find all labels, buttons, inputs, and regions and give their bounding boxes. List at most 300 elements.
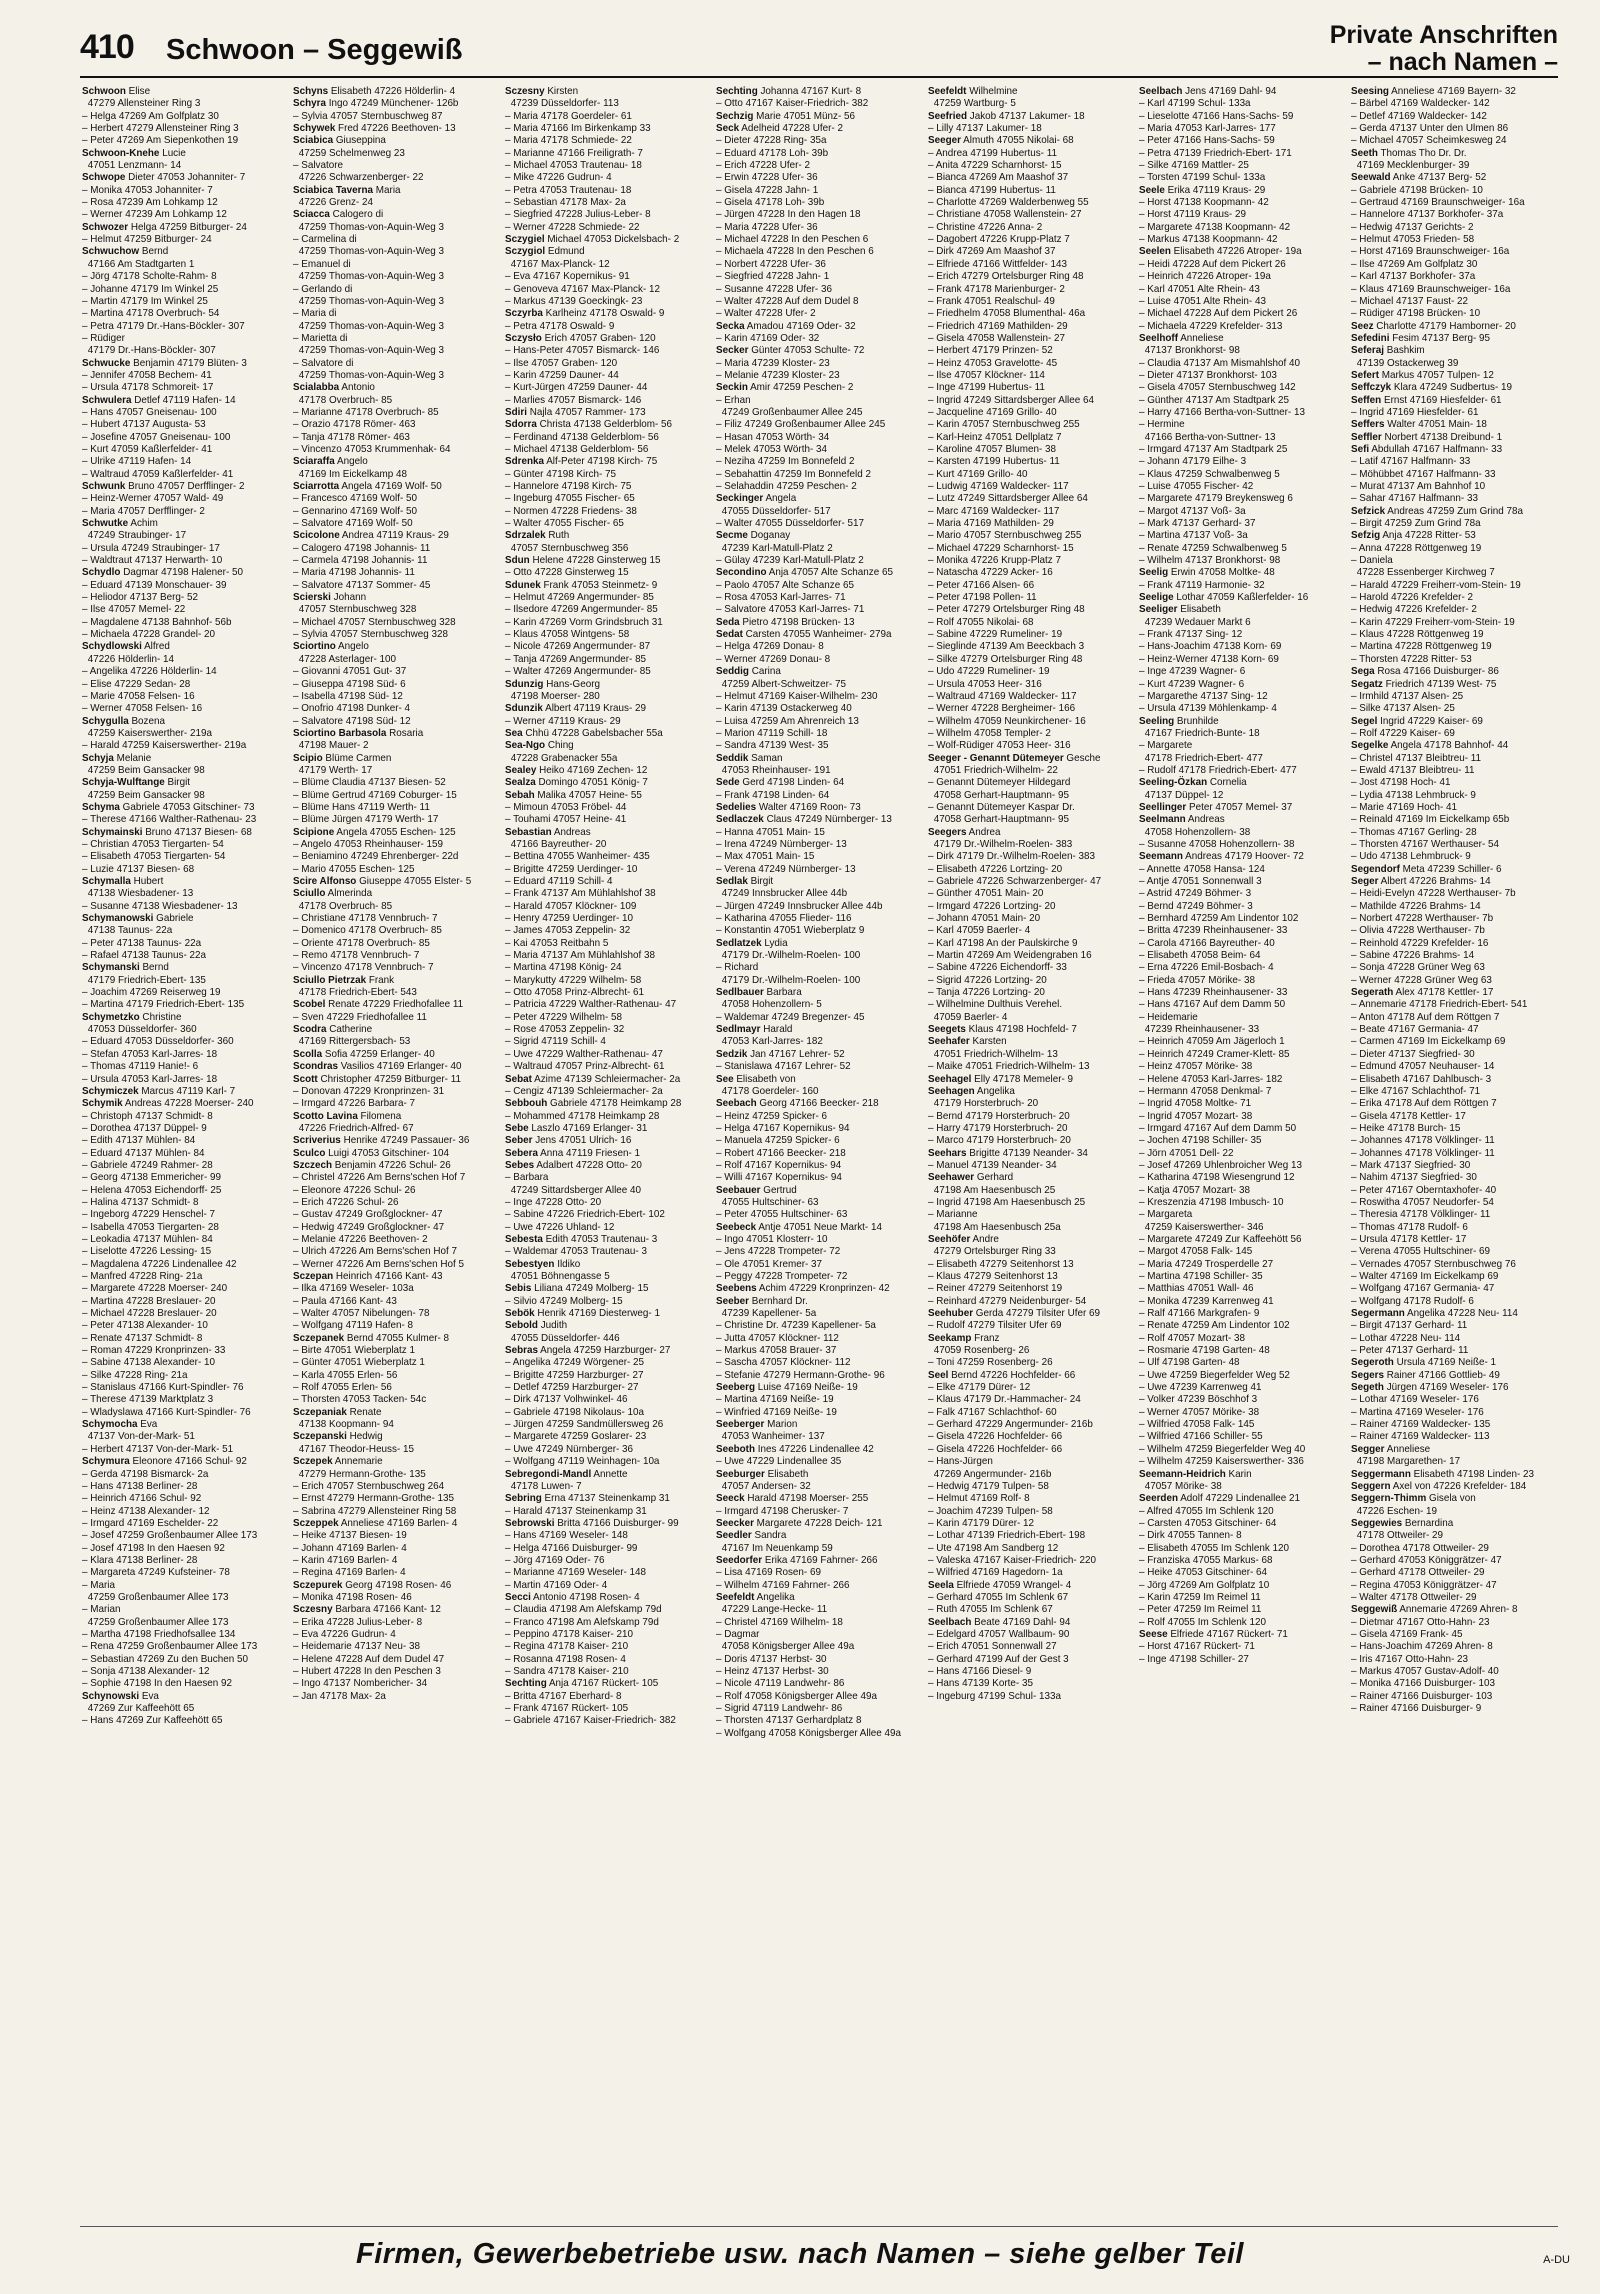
entry-text: – Eleonore 47226 Schul- 26 xyxy=(293,1184,416,1196)
listing-entry xyxy=(505,716,704,728)
entry-text: 47198 Am Haesenbusch 25a xyxy=(933,1221,1061,1233)
surname: Sebastian xyxy=(504,826,552,838)
listing-entry xyxy=(928,506,1127,518)
entry-text: 47259 Thomas-von-Aquin-Weg 3 xyxy=(299,271,445,283)
entry-text: – Ruth 47055 Im Schlenk 67 xyxy=(927,1604,1053,1616)
listing-entry xyxy=(928,1530,1127,1542)
entry-text: 47137 Bronkhorst- 98 xyxy=(1144,345,1240,357)
entry-text: – Helmut 47259 Bitburger- 24 xyxy=(82,234,212,246)
listing-entry xyxy=(928,1271,1127,1283)
entry-text: 47239 Kapellener- 5a xyxy=(722,1308,817,1320)
listing-entry xyxy=(1139,679,1338,691)
entry-text: – Gustav 47249 Großglockner- 47 xyxy=(293,1209,443,1221)
entry-text: Carina xyxy=(749,666,782,678)
listing-entry xyxy=(716,1728,915,1740)
listing-entry xyxy=(82,1357,281,1369)
listing-entry xyxy=(1351,802,1550,814)
entry-text: – Karoline 47057 Blumen- 38 xyxy=(927,443,1056,455)
listing-entry-head xyxy=(716,1283,915,1295)
listing-entry xyxy=(1139,703,1338,715)
entry-text: Alex 47178 Kettler- 17 xyxy=(1392,987,1493,999)
entry-text: – Siegfried 47228 Julius-Leber- 8 xyxy=(504,209,651,221)
entry-text: Dagmar 47198 Halener- 50 xyxy=(120,567,243,579)
listing-entry xyxy=(293,938,492,950)
entry-text: – Ursula 47178 Kettler- 17 xyxy=(1350,1233,1466,1245)
entry-text: – Leokadia 47137 Mühlen- 84 xyxy=(82,1233,213,1245)
entry-text: – Paula 47166 Kant- 43 xyxy=(293,1295,398,1307)
entry-text: – Heinz 47259 Spicker- 6 xyxy=(716,1110,828,1122)
entry-text: – Marlies 47057 Bismarck- 146 xyxy=(504,394,642,406)
entry-text: – Salvatore xyxy=(293,160,344,172)
entry-text: Anneliese xyxy=(1384,1443,1430,1455)
entry-text: – Karin 47179 Dürer- 12 xyxy=(927,1517,1034,1529)
listing-entry xyxy=(1139,1518,1338,1530)
listing-entry xyxy=(1139,1382,1338,1394)
listing-entry-head xyxy=(505,740,704,752)
surname: Seggern xyxy=(1350,1480,1391,1492)
entry-text: – James 47053 Zeppelin- 32 xyxy=(504,925,631,937)
listing-entry xyxy=(293,950,492,962)
listing-entry xyxy=(1139,839,1338,851)
entry-text: – Jutta 47057 Klöckner- 112 xyxy=(716,1332,840,1344)
entry-text: – Donovan 47229 Kronprinzen- 31 xyxy=(293,1085,445,1097)
surname: Sczesny xyxy=(504,86,545,97)
listing-entry xyxy=(1139,888,1338,900)
listing-entry-head xyxy=(505,728,704,740)
entry-text: – Britta 47239 Rheinhausener- 33 xyxy=(1139,925,1288,937)
listing-entry xyxy=(716,1271,915,1283)
listing-entry xyxy=(928,790,1127,802)
entry-text: Christopher 47259 Bitburger- 11 xyxy=(318,1073,462,1085)
listing-entry xyxy=(1139,135,1338,147)
surname: Seese xyxy=(1139,1628,1168,1640)
entry-text: – Carmelina di xyxy=(293,234,358,246)
listing-entry xyxy=(928,1394,1127,1406)
entry-text: – Paolo 47057 Alte Schanze 65 xyxy=(716,579,855,591)
listing-entry xyxy=(82,1308,281,1320)
listing-entry xyxy=(716,222,915,234)
surname: Seeberger xyxy=(716,1419,765,1431)
listing-entry xyxy=(505,925,704,937)
listing-entry xyxy=(1351,1629,1550,1641)
entry-text: – Touhami 47057 Heine- 41 xyxy=(504,814,627,826)
entry-text: – Heinz 47057 Mörike- 38 xyxy=(1139,1061,1253,1073)
surname: Seffen xyxy=(1350,394,1381,406)
listing-entry xyxy=(928,1111,1127,1123)
entry-text: Anke 47137 Berg- 52 xyxy=(1390,172,1486,184)
entry-text: – Maria xyxy=(82,1579,115,1591)
listing-entry xyxy=(716,1370,915,1382)
surname: Schydlowski xyxy=(82,641,142,653)
entry-text: 47198 Am Haesenbusch 25 xyxy=(933,1184,1055,1196)
entry-text: – Anton 47178 Auf dem Röttgen 7 xyxy=(1350,1011,1499,1023)
listing-entry xyxy=(1351,1678,1550,1690)
entry-text: – Lothar 47169 Weseler- 176 xyxy=(1350,1394,1479,1406)
entry-text: 47167 Friedrich-Bunte- 18 xyxy=(1144,727,1260,739)
listing-entry xyxy=(1351,1333,1550,1345)
listing-entry xyxy=(928,888,1127,900)
entry-text: Calogero di xyxy=(330,209,384,221)
listing-entry xyxy=(716,888,915,900)
entry-text: – Martin 47179 Im Winkel 25 xyxy=(82,295,208,307)
listing-entry-head xyxy=(82,358,281,370)
listing-entry-head xyxy=(505,580,704,592)
entry-text: Jens 47169 Dahl- 94 xyxy=(1182,86,1277,97)
listing-entry-head xyxy=(716,1074,915,1086)
entry-text: Saman xyxy=(748,752,783,764)
entry-text: – Heinrich 47249 Cramer-Klett- 85 xyxy=(1139,1048,1290,1060)
listing-entry xyxy=(82,1160,281,1172)
listing-entry xyxy=(1139,123,1338,135)
entry-text: – Gerhard 47199 Auf der Gest 3 xyxy=(927,1653,1069,1665)
entry-text: Erika 47119 Kraus- 29 xyxy=(1164,184,1266,196)
listing-entry xyxy=(928,1506,1127,1518)
entry-text: – Luise 47055 Fischer- 42 xyxy=(1139,481,1254,492)
listing-entry-head xyxy=(293,1135,492,1147)
surname: Segger xyxy=(1350,1443,1385,1455)
entry-text: – Emanuel di xyxy=(293,258,352,270)
entry-text: – Uwe 47229 Lindenallee 35 xyxy=(716,1456,842,1468)
listing-entry xyxy=(1139,1345,1338,1357)
entry-text: – Sabine 47138 Alexander- 10 xyxy=(82,1357,216,1369)
entry-text: – Francesco 47169 Wolf- 50 xyxy=(293,493,418,505)
listing-entry xyxy=(1139,617,1338,629)
entry-text: – Josef 47269 Uhlenbroicher Weg 13 xyxy=(1139,1159,1303,1171)
entry-text: Andrea 47119 Kraus- 29 xyxy=(340,530,450,542)
entry-text: – Ilka 47169 Weseler- 103a xyxy=(293,1283,415,1295)
entry-text: – Christoph 47137 Schmidt- 8 xyxy=(82,1110,213,1122)
entry-text: – Reinald 47169 Im Eickelkamp 65b xyxy=(1350,814,1509,826)
entry-text: – Margarethe 47137 Sing- 12 xyxy=(1139,690,1268,702)
listing-entry xyxy=(1139,358,1338,370)
listing-entry xyxy=(1351,284,1550,296)
surname: Seggewiß xyxy=(1350,1604,1397,1616)
listing-entry xyxy=(716,407,915,419)
listing-entry xyxy=(82,1222,281,1234)
listing-entry xyxy=(1139,1444,1338,1456)
entry-text: Malika 47057 Heine- 55 xyxy=(534,789,642,801)
entry-text: – Natascha 47229 Acker- 16 xyxy=(927,567,1053,579)
listing-entry xyxy=(82,1271,281,1283)
entry-text: – Gabriele 47249 Rahmer- 28 xyxy=(82,1159,213,1171)
entry-text: – Karin 47259 Im Reimel 11 xyxy=(1139,1591,1261,1603)
listing-entry xyxy=(716,518,915,530)
listing-entry xyxy=(1139,666,1338,678)
surname: Seeth xyxy=(1350,147,1378,159)
listing-entry-head xyxy=(293,1407,492,1419)
listing-entry xyxy=(82,1382,281,1394)
entry-text: – Eduard 47178 Loh- 39b xyxy=(716,147,829,159)
entry-text: – Giovanni 47051 Gut- 37 xyxy=(293,666,407,678)
listing-entry-head xyxy=(716,1493,915,1505)
listing-entry xyxy=(1139,493,1338,505)
surname: Sefzick xyxy=(1350,505,1385,517)
surname: Sczygiol xyxy=(504,246,545,258)
listing-entry-head xyxy=(716,777,915,789)
surname: Seehars xyxy=(927,1147,967,1159)
entry-text: – Patricia 47229 Walther-Rathenau- 47 xyxy=(504,999,676,1011)
listing-entry xyxy=(928,913,1127,925)
listing-entry xyxy=(1139,1271,1338,1283)
entry-text: 47058 Hohenzollern- 38 xyxy=(1144,826,1251,838)
entry-text: Johann xyxy=(331,592,367,604)
surname: Sefedini xyxy=(1350,332,1389,344)
listing-entry xyxy=(928,950,1127,962)
listing-entry xyxy=(1139,790,1338,802)
entry-text: – Erich 47057 Sternbuschweg 264 xyxy=(293,1480,445,1492)
listing-entry xyxy=(716,1506,915,1518)
entry-text: – Wolfgang 47058 Königsberger Allee 49a xyxy=(716,1727,902,1739)
entry-text: – Günther 47137 Am Stadtpark 25 xyxy=(1139,394,1290,406)
surname: Seefried xyxy=(927,110,967,122)
listing-entry-head xyxy=(293,1604,492,1616)
listing-entry-head xyxy=(82,1456,281,1468)
listing-entry xyxy=(505,1382,704,1394)
listing-entry xyxy=(505,1012,704,1024)
entry-text: Cornelia xyxy=(1207,777,1247,789)
entry-text: – Johann 47179 Eilhe- 3 xyxy=(1139,456,1247,468)
listing-entry xyxy=(293,543,492,555)
entry-text: – Stefan 47053 Karl-Jarres- 18 xyxy=(82,1048,218,1060)
entry-text: Angelika 47228 Neu- 114 xyxy=(1404,1308,1518,1320)
listing-entry xyxy=(505,950,704,962)
listing-entry xyxy=(293,1197,492,1209)
entry-text: – Monika 47226 Krupp-Platz 7 xyxy=(927,555,1061,567)
listing-entry-head xyxy=(1351,1382,1550,1394)
listing-entry xyxy=(293,1012,492,1024)
entry-text: – Claudia 47198 Am Alefskamp 79d xyxy=(504,1604,662,1616)
listing-entry-head xyxy=(928,1086,1127,1098)
listing-entry xyxy=(928,864,1127,876)
entry-text: – Doris 47137 Herbst- 30 xyxy=(716,1653,827,1665)
surname: Sebbouh xyxy=(504,1098,548,1110)
entry-text: 47259 Schelmenweg 23 xyxy=(299,147,406,159)
entry-text: 47239 Düsseldorfer- 113 xyxy=(510,98,619,110)
entry-text: – Stanislawa 47167 Lehrer- 52 xyxy=(716,1061,851,1073)
entry-text: – Peter 47138 Alexander- 10 xyxy=(82,1320,208,1332)
entry-text: – Heinz 47137 Herbst- 30 xyxy=(716,1666,829,1677)
entry-text: – Bernhard 47259 Am Lindentor 102 xyxy=(1139,913,1299,925)
listing-entry xyxy=(716,1320,915,1332)
surname: Secci xyxy=(504,1591,531,1603)
listing-entry xyxy=(1139,641,1338,653)
listing-entry xyxy=(1351,1703,1550,1715)
listing-entry xyxy=(82,1234,281,1246)
entry-text: – Gisela 47228 Jahn- 1 xyxy=(716,184,819,196)
listing-entry xyxy=(82,765,281,777)
listing-entry xyxy=(505,1172,704,1184)
surname: Seegers xyxy=(927,826,967,838)
surname: Segeroth xyxy=(1350,1357,1394,1369)
listing-entry-head xyxy=(928,1074,1127,1086)
listing-entry xyxy=(716,481,915,493)
entry-text: – Sigrid 47119 Schill- 4 xyxy=(504,1036,606,1048)
listing-entry xyxy=(716,358,915,370)
name-range-title: Schwoon – Seggewiß xyxy=(166,34,463,66)
entry-text: – Marc 47169 Waldecker- 117 xyxy=(927,505,1060,517)
surname: Seecker xyxy=(716,1517,755,1529)
entry-text: – Erika 47178 Auf dem Röttgen 7 xyxy=(1350,1098,1497,1110)
listing-entry xyxy=(1139,481,1338,493)
entry-text: – Helmut 47269 Angermunder- 85 xyxy=(504,592,654,604)
listing-entry-head xyxy=(928,111,1127,123)
listing-entry xyxy=(293,1506,492,1518)
entry-text: – Klaus 47179 Dr.-Hammacher- 24 xyxy=(927,1394,1081,1406)
listing-entry xyxy=(928,1160,1127,1172)
entry-text: – Gabriele 47167 Kaiser-Friedrich- 382 xyxy=(504,1715,676,1727)
surname: Sechting xyxy=(504,1678,547,1690)
entry-text: – Ingeborg 47229 Henschel- 7 xyxy=(82,1209,216,1221)
listing-entry-head xyxy=(716,1382,915,1394)
entry-text: – Ingo 47137 Nombericher- 34 xyxy=(293,1678,428,1690)
listing-entry-head xyxy=(505,827,704,839)
listing-entry xyxy=(82,1283,281,1295)
surname: Schwozer xyxy=(82,221,129,233)
listing-entry xyxy=(716,1012,915,1024)
listing-entry xyxy=(505,135,704,147)
entry-text: – Rolf 47229 Kaiser- 69 xyxy=(1350,727,1455,739)
listing-entry xyxy=(1139,1530,1338,1542)
listing-entry xyxy=(1139,1481,1338,1493)
entry-text: Laszlo 47169 Erlanger- 31 xyxy=(528,1122,648,1134)
listing-entry xyxy=(82,98,281,110)
entry-text: – Jörg 47169 Oder- 76 xyxy=(504,1554,605,1566)
listing-entry xyxy=(1351,592,1550,604)
entry-text: – Elisabeth 47058 Beim- 64 xyxy=(1139,950,1261,962)
entry-text: – Maria 47057 Derfflinger- 2 xyxy=(82,505,205,517)
listing-entry xyxy=(82,1617,281,1629)
listing-entry xyxy=(293,716,492,728)
listing-entry-head xyxy=(1139,246,1338,258)
entry-text: – Regina 47169 Barlen- 4 xyxy=(293,1567,407,1579)
entry-text: Bozena xyxy=(128,715,165,727)
surname: Seffczyk xyxy=(1350,382,1391,394)
entry-text: – Erich 47051 Sonnenwall 27 xyxy=(927,1641,1057,1653)
listing-entry xyxy=(505,469,704,481)
listing-entry xyxy=(1139,1543,1338,1555)
entry-text: Angela 47169 Wolf- 50 xyxy=(339,481,443,492)
listing-entry xyxy=(1351,765,1550,777)
surname: Seger xyxy=(1350,876,1379,887)
surname: Sebesta xyxy=(504,1233,543,1245)
entry-text: – Harry 47166 Bertha-von-Suttner- 13 xyxy=(1139,406,1306,418)
listing-entry xyxy=(1351,160,1550,172)
entry-text: – Sigrid 47226 Lortzing- 20 xyxy=(927,974,1047,986)
surname: Seber xyxy=(504,1135,533,1147)
listing-entry xyxy=(928,802,1127,814)
listing-entry-head xyxy=(293,592,492,604)
listing-entry xyxy=(82,740,281,752)
listing-entry xyxy=(928,1135,1127,1147)
listing-entry-head xyxy=(716,1469,915,1481)
entry-text: Angela 47259 Harzburger- 27 xyxy=(537,1345,671,1357)
listing-entry xyxy=(1139,555,1338,567)
listing-entry xyxy=(1139,1160,1338,1172)
entry-text: – Henry 47259 Uerdinger- 10 xyxy=(504,913,633,925)
entry-text: – Wilhelm 47259 Kaiserswerther- 336 xyxy=(1139,1456,1304,1468)
listing-entry xyxy=(928,382,1127,394)
listing-entry xyxy=(505,148,704,160)
listing-entry-head xyxy=(716,1222,915,1234)
entry-text: – Karsten 47199 Hubertus- 11 xyxy=(927,456,1060,468)
listing-entry xyxy=(928,691,1127,703)
entry-text: – Onofrio 47198 Dunker- 4 xyxy=(293,703,411,715)
listing-entry xyxy=(1139,1456,1338,1468)
listing-entry xyxy=(716,98,915,110)
entry-text: – Detlef 47169 Waldecker- 142 xyxy=(1350,110,1487,122)
entry-text: Rainer 47166 Gottlieb- 49 xyxy=(1383,1369,1500,1381)
listing-entry xyxy=(716,259,915,271)
entry-text: 47259 Beim Gansacker 98 xyxy=(87,764,205,776)
listing-entry-head xyxy=(1351,419,1550,431)
listing-entry xyxy=(82,1715,281,1727)
entry-text: – Hans-Joachim 47269 Ahren- 8 xyxy=(1350,1641,1493,1653)
listing-entry xyxy=(928,160,1127,172)
surname: Sdunzik xyxy=(504,703,543,715)
entry-text: – Hans 47139 Korte- 35 xyxy=(927,1678,1033,1690)
entry-text: – Bianca 47269 Am Maashof 37 xyxy=(927,172,1068,184)
listing-entry xyxy=(716,1481,915,1493)
entry-text: – Irmgard 47169 Eschelder- 22 xyxy=(82,1517,219,1529)
entry-text: – Mario 47057 Sternbuschweg 255 xyxy=(927,530,1082,542)
listing-entry xyxy=(293,629,492,641)
listing-entry xyxy=(82,1123,281,1135)
listing-entry xyxy=(1351,962,1550,974)
entry-text: – Frank 47137 Sing- 12 xyxy=(1139,629,1243,641)
entry-text: – Werner 47239 Am Lohkamp 12 xyxy=(82,209,227,221)
entry-text: 47259 Albert-Schweitzer- 75 xyxy=(722,678,847,690)
listing-entry xyxy=(928,444,1127,456)
entry-text: – Murat 47137 Am Bahnhof 10 xyxy=(1350,481,1485,492)
listing-entry-head xyxy=(505,530,704,542)
entry-text: Elisabeth 47226 Hölderlin- 4 xyxy=(328,86,456,97)
entry-text: – Norbert 47228 Ufer- 36 xyxy=(716,258,827,270)
listing-entry xyxy=(1139,901,1338,913)
entry-text: Pietro 47198 Brücken- 13 xyxy=(739,616,855,628)
entry-text: – Joachim 47269 Reiserweg 19 xyxy=(82,987,221,999)
listing-entry xyxy=(928,1691,1127,1703)
entry-text: Ingo 47249 Münchener- 126b xyxy=(326,98,459,110)
entry-text: 47259 Thomas-von-Aquin-Weg 3 xyxy=(299,320,445,332)
listing-entry xyxy=(1351,1580,1550,1592)
entry-text: – Rainer 47169 Waldecker- 113 xyxy=(1350,1431,1490,1443)
entry-text: – Hannelore 47198 Kirch- 75 xyxy=(504,481,632,492)
listing-entry xyxy=(293,506,492,518)
entry-text: – Karl 47059 Baerler- 4 xyxy=(927,925,1030,937)
entry-text: 47178 Goerdeler- 160 xyxy=(722,1085,819,1097)
entry-text: – Rüdiger xyxy=(82,332,125,344)
entry-text: – Uwe 47259 Biegerfelder Weg 52 xyxy=(1139,1369,1291,1381)
listing-entry xyxy=(1139,296,1338,308)
listing-entry xyxy=(928,1543,1127,1555)
listing-entry xyxy=(293,284,492,296)
listing-entry xyxy=(293,567,492,579)
listing-entry xyxy=(1139,1654,1338,1666)
listing-entry xyxy=(1139,1148,1338,1160)
listing-entry xyxy=(82,925,281,937)
listing-entry xyxy=(1351,123,1550,135)
listing-entry-head xyxy=(716,987,915,999)
listing-entry-head xyxy=(82,148,281,160)
entry-text: 47169 Mecklenburger- 39 xyxy=(1356,160,1469,172)
entry-text: 47259 Wartburg- 5 xyxy=(933,98,1016,110)
listing-entry-head xyxy=(928,1333,1127,1345)
entry-text: – Waltraud 47169 Waldecker- 117 xyxy=(927,690,1077,702)
surname: Schyra xyxy=(293,98,327,110)
entry-text: – Margareta 47249 Kufsteiner- 78 xyxy=(82,1567,230,1579)
listing-entry-head xyxy=(293,1518,492,1530)
listing-entry xyxy=(928,1185,1127,1197)
